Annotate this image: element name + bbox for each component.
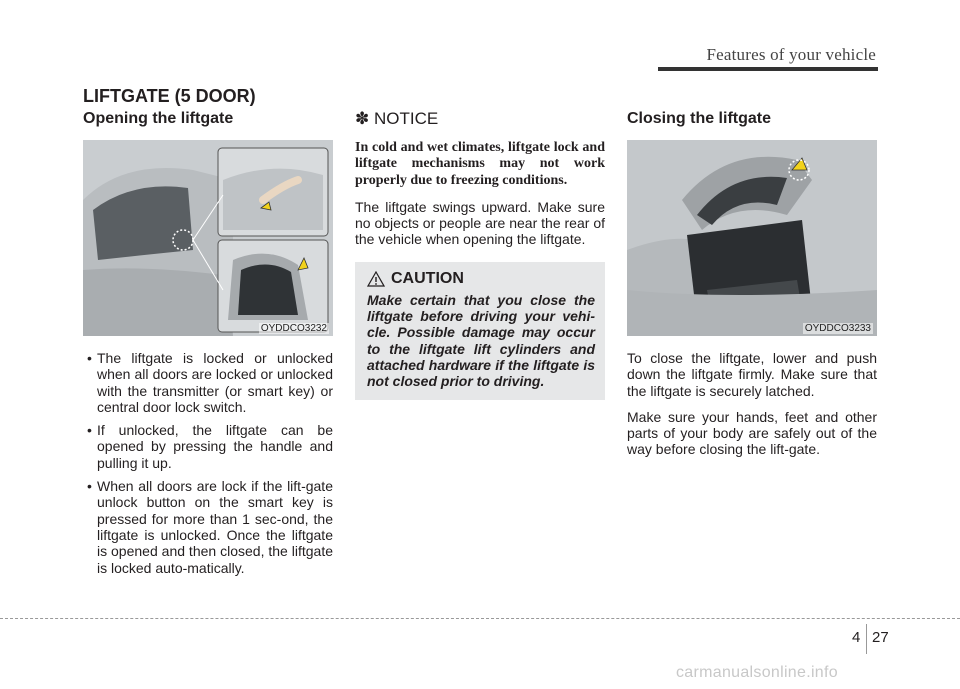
figure-code: OYDDCO3233 [804,323,871,334]
closing-illustration [627,140,877,336]
caution-box [355,262,605,400]
figure-closing-liftgate [627,140,877,336]
warning-triangle-icon [367,271,385,287]
liftgate-paragraph: The liftgate swings upward. Make sure no objects or people are near the rear of the vehicle when opening the liftgate. [355,198,605,248]
footer-divider [0,618,960,619]
section-title: LIFTGATE (5 DOOR) [83,86,256,106]
bullet-item: • The liftgate is locked or unlocked when all doors are locked or unlocked with the transmitter (or smart key) or central door lock switch. [83,350,333,415]
opening-heading: Opening the liftgate [83,110,234,127]
column-closing [627,108,877,458]
figure-code: OYDDCO3232 [260,323,327,334]
opening-illustration [83,140,333,336]
closing-paragraph: Make sure your hands, feet and other parts of your body are safely out of the way before closing the lift-gate. [627,408,877,458]
section-number: 4 [852,629,861,646]
header-bar [658,67,878,71]
notice-heading [355,108,605,130]
watermark: carmanualsonline.info [676,664,838,681]
closing-heading: Closing the liftgate [627,110,771,127]
notice-symbol-icon: ✽ [355,109,370,128]
figure-opening-liftgate [83,140,333,336]
notice-title: NOTICE [373,109,439,128]
closing-paragraph: To close the liftgate, lower and push down the liftgate firmly. Make sure that the liftgate is securely latched. [627,350,877,399]
caution-title: CAUTION [391,269,464,287]
bullet-item: • If unlocked, the liftgate can be opened by pressing the handle and pulling it up. [83,422,333,471]
opening-bullet-list [83,350,333,576]
page-number-separator [866,624,867,654]
header-title: Features of your vehicle [706,45,876,64]
notice-text: In cold and wet climates, liftgate lock and liftgate mechanisms may not work properly due to freezing conditions. [355,140,605,188]
caution-text: Make certain that you close the liftgate before driving your vehi-cle. Possible damage may occur to the liftgate lift cylinders and attached hardware if the liftgate is not closed prior to driving. [367,291,595,390]
column-opening [83,108,333,583]
bullet-item: • When all doors are lock if the lift-gate unlock button on the smart key is pressed for more than 1 sec-ond, the liftgate is unlocked. Once the liftgate is opened and then closed, the liftgate is locked auto-matically. [83,478,333,576]
column-notice [355,108,605,400]
page-number: 27 [872,629,889,646]
